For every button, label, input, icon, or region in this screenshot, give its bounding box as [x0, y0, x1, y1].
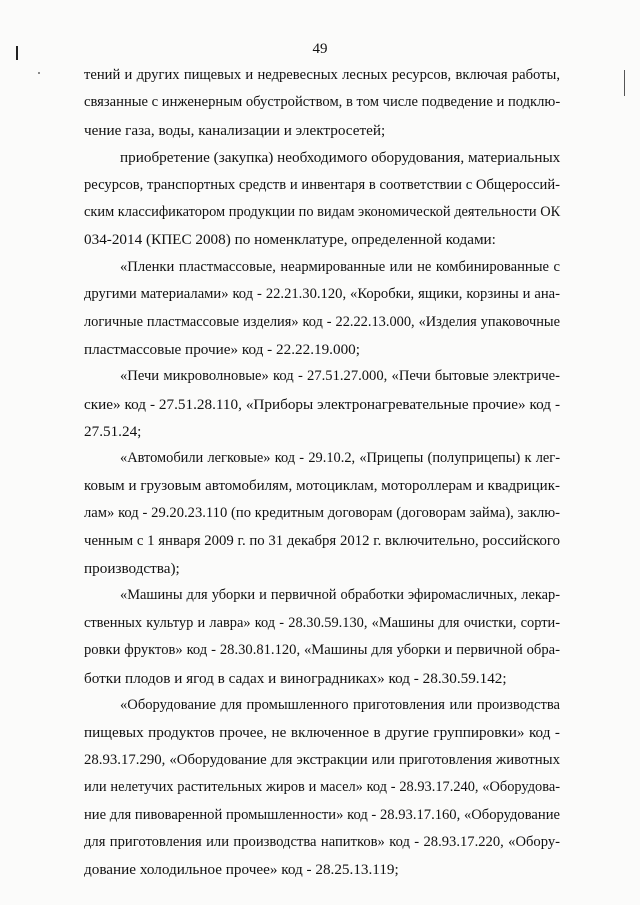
text-line: пластмассовые прочие» код - 22.22.19.000;	[84, 340, 360, 358]
text-line: приобретение (закупка) необходимого оборудования, материальных	[120, 149, 561, 167]
text-line: другими материалами» код - 22.21.30.120, «Коробки, ящики, корзины и ана-	[84, 286, 560, 303]
text-line: тений и других пищевых и недревесных лесных ресурсов, включая работы,	[84, 67, 560, 83]
text-line: логичные пластмассовые изделия» код - 22.22.13.000, «Изделия упаковочные	[84, 313, 560, 330]
text-line: чение газа, воды, канализации и электросетей;	[84, 121, 386, 139]
page-number: 49	[312, 41, 328, 57]
text-line: 28.93.17.290, «Оборудование для экстракции или приготовления животных	[84, 751, 560, 768]
text-line: пищевых продуктов прочее, не включенное в другие группировки» код -	[84, 724, 560, 742]
scan-speck	[38, 72, 40, 74]
text-line: «Оборудование для промышленного приготовления или производства	[120, 696, 560, 713]
text-line: ровки фруктов» код - 28.30.81.120, «Машины для уборки и первичной обра-	[84, 642, 560, 659]
text-line: ботки плодов и ягод в садах и виноградниках» код - 28.30.59.142;	[84, 669, 507, 687]
text-line: лам» код - 29.20.23.110 (по кредитным договорам (договорам займа), заклю-	[84, 505, 560, 522]
text-line: ченным с 1 января 2009 г. по 31 декабря 2012 г. включительно, российского	[84, 532, 560, 549]
text-line: «Печи микроволновые» код - 27.51.27.000, «Печи бытовые электриче-	[120, 368, 560, 385]
text-line: «Машины для уборки и первичной обработки эфиромасличных, лекар-	[120, 587, 560, 604]
text-line: связанные с инженерным обустройством, в том числе подведение и подклю-	[84, 94, 561, 111]
text-line: 27.51.24;	[84, 423, 142, 441]
text-line: ние для пивоваренной промышленности» код - 28.93.17.160, «Оборудование	[84, 806, 560, 823]
document-body	[84, 62, 560, 884]
text-line: для приготовления или производства напитков» код - 28.93.17.220, «Обору-	[84, 833, 560, 850]
text-line: ственных культур и лавра» код - 28.30.59.130, «Машины для очистки, сорти-	[84, 614, 560, 631]
text-line: ским классификатором продукции по видам экономической деятельности ОК	[84, 203, 561, 220]
text-line: ские» код - 27.51.28.110, «Приборы электронагревательные прочие» код -	[84, 395, 560, 413]
text-line: «Пленки пластмассовые, неармированные или не комбинированные с	[120, 258, 560, 275]
text-line: или нелетучих растительных жиров и масел» код - 28.93.17.240, «Оборудова-	[84, 779, 560, 796]
text-line: производства);	[84, 560, 180, 578]
text-line: «Автомобили легковые» код - 29.10.2, «Прицепы (полуприцепы) к лег-	[120, 450, 560, 467]
text-line: ресурсов, транспортных средств и инвентаря в соответствии с Общероссий-	[84, 176, 560, 193]
text-line: дование холодильное прочее» код - 28.25.13.119;	[84, 861, 399, 879]
text-line: ковым и грузовым автомобилям, мотоциклам, мотороллерам и квадрицик-	[84, 477, 560, 494]
text-line: 034-2014 (КПЕС 2008) по номенклатуре, определенной кодами:	[84, 231, 496, 249]
scan-margin-mark-right	[624, 70, 625, 96]
